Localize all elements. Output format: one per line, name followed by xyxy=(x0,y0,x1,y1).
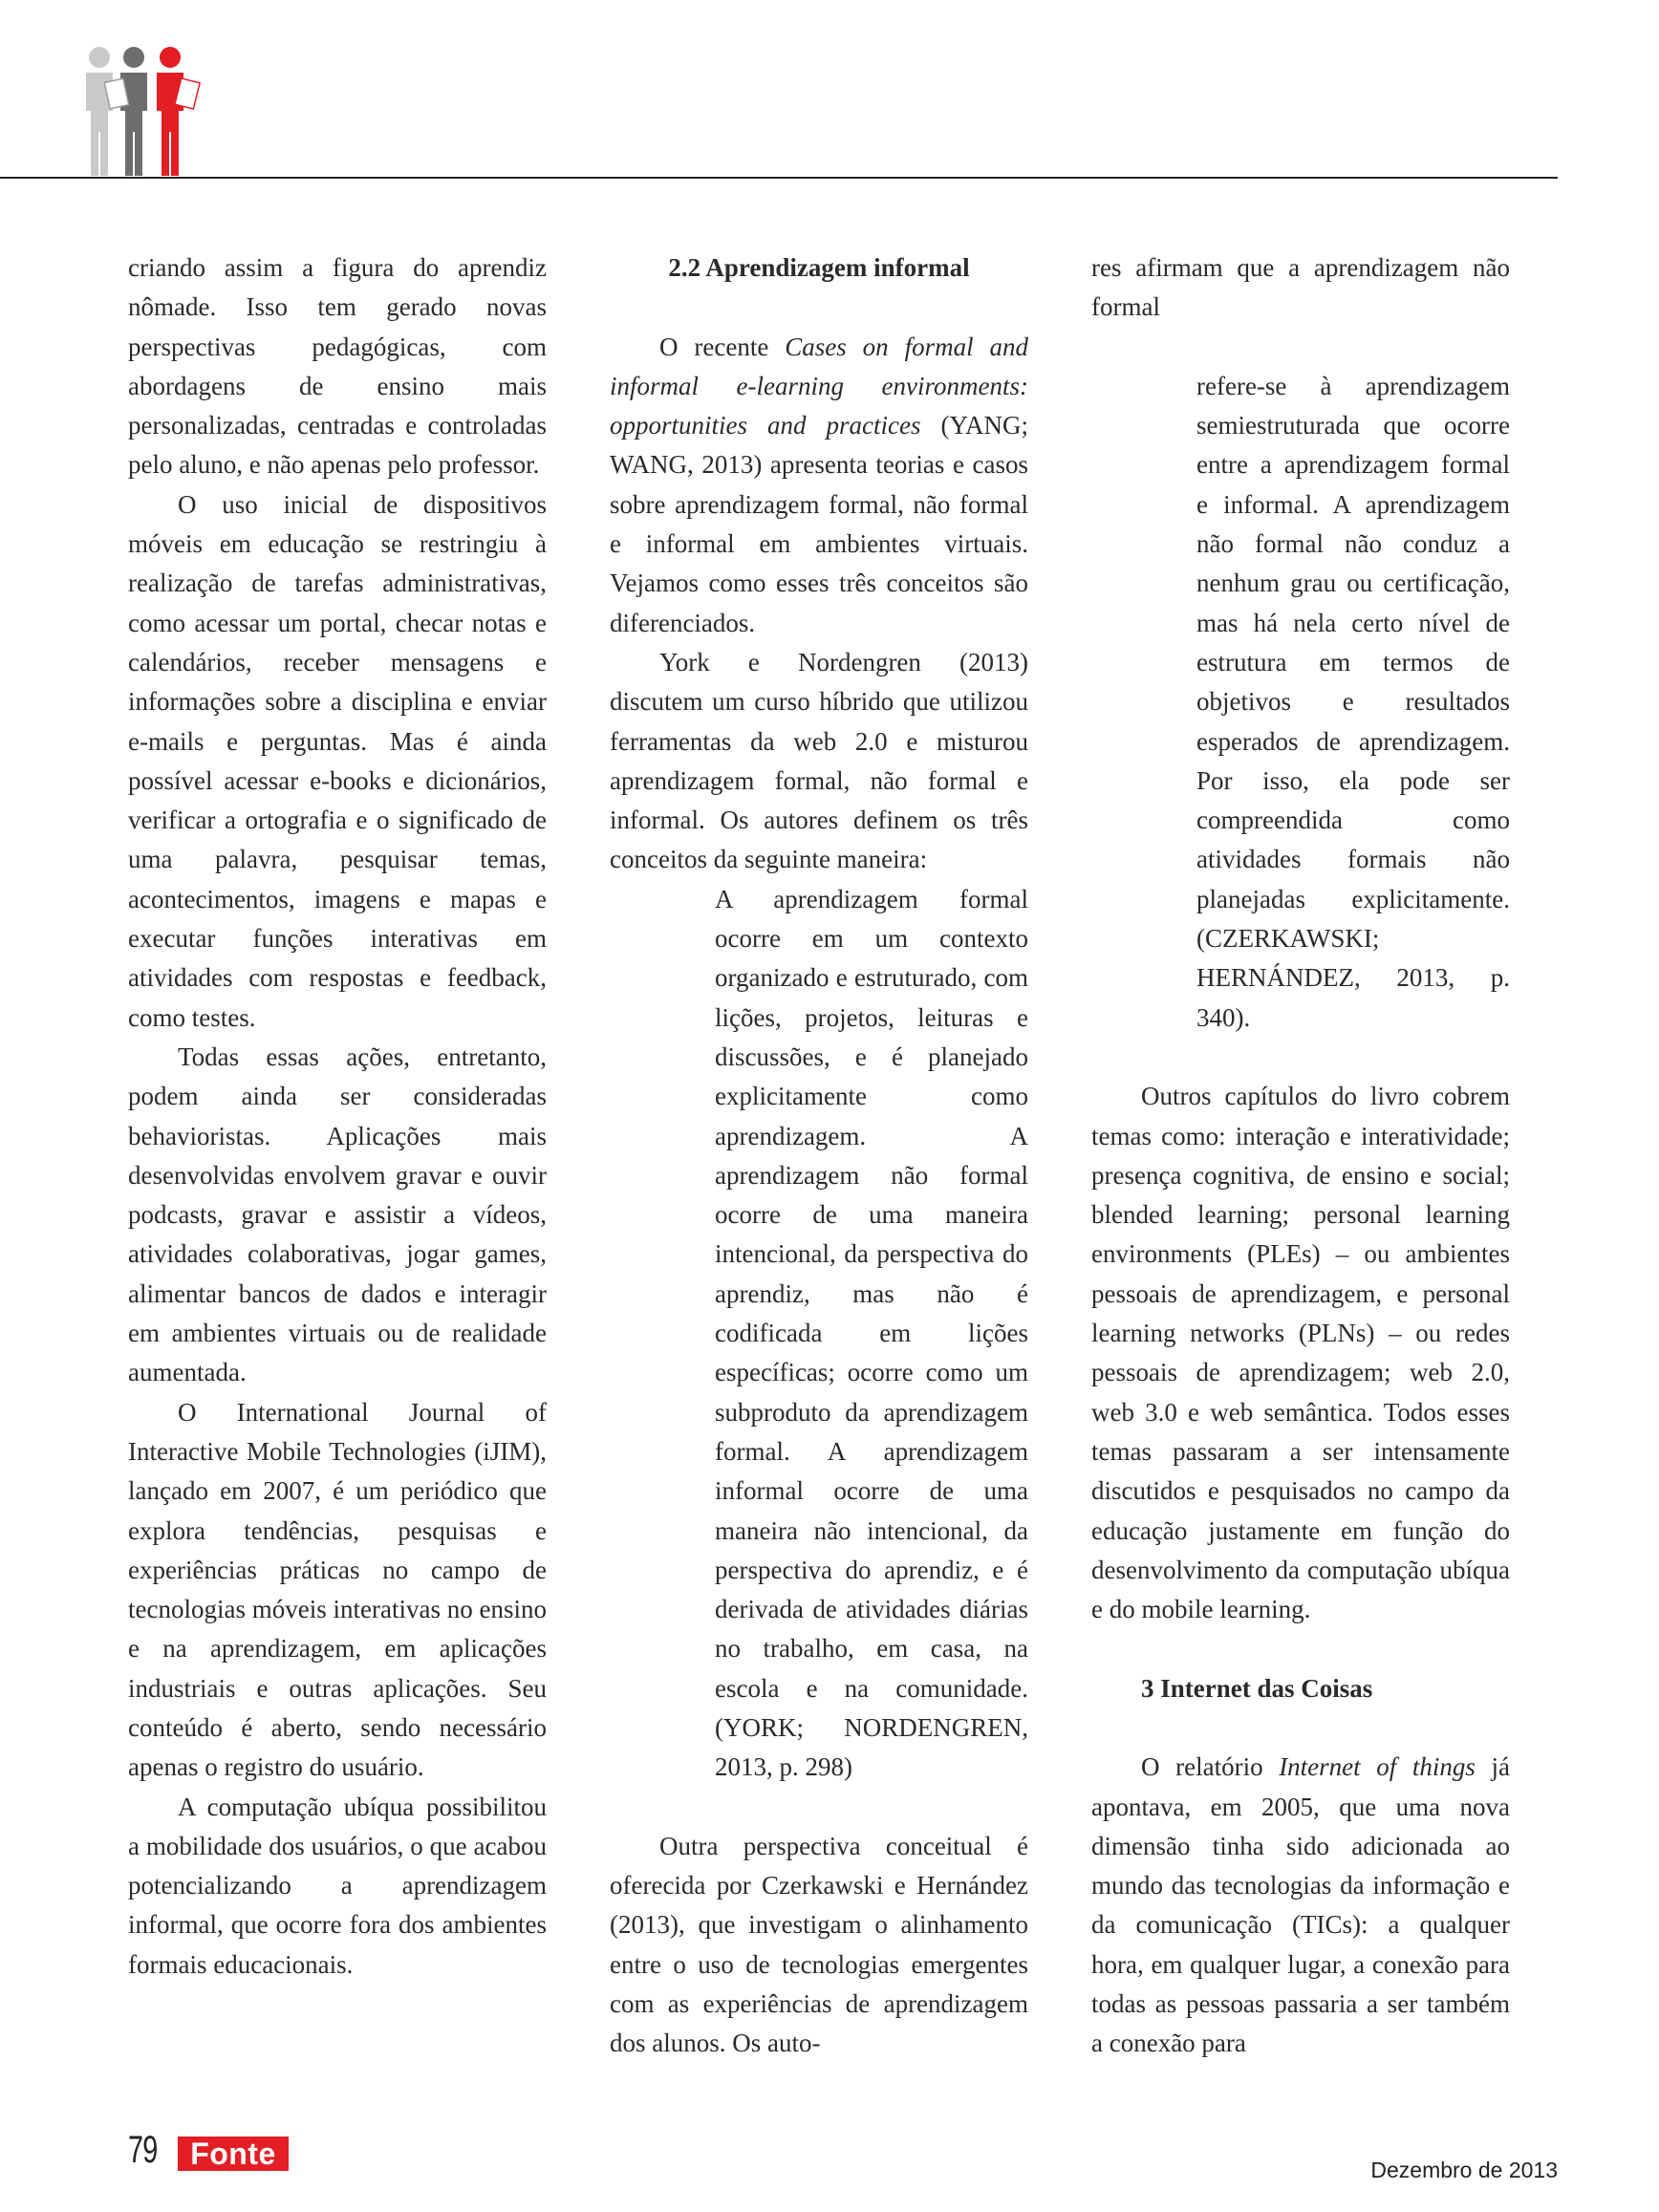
column-1 xyxy=(128,248,547,1985)
section-heading: 2.2 Aprendizagem informal xyxy=(668,253,970,282)
text-run: já apontava, em 2005, que uma nova dimensão tinha sido adicionada ao mundo das tecnologias da informação e da comunicação (TICs): a qualquer hora, em qualquer lugar, a conexão para todas as pessoas passaria a ser também a conexão para xyxy=(1091,1752,1511,2058)
paragraph: Todas essas ações, entretanto, podem ainda ser consideradas behavioristas. Aplicações mais desenvolvidas envolvem gravar e ouvir podcasts, gravar e assistir a vídeos, atividades colaborativas, jogar games, alimentar bancos de dados e interagir em ambientes virtuais ou de realidade aumentada. xyxy=(128,1042,547,1387)
column-3 xyxy=(1091,248,1510,2064)
paragraph: O International Journal of Interactive Mobile Technologies (iJIM), lançado em 2007, é um periódico que explora tendências, pesquisas e experiências práticas no campo de tecnologias móveis interativas no ensino e na aprendizagem, em aplicações industriais e outras aplicações. Seu conteúdo é aberto, sendo necessário apenas o registro do usuário. xyxy=(128,1397,547,1782)
paragraph: A computação ubíqua possibilitou a mobilidade dos usuários, o que acabou potencializando a aprendizagem informal, que ocorre fora dos ambientes formais educacionais. xyxy=(128,1792,547,1979)
text-run: O recente xyxy=(659,332,786,361)
paragraph xyxy=(610,328,1028,643)
book-title: Cases on formal and informal e-learning environments: opportunities and practices xyxy=(610,332,1028,440)
block-quote: A aprendizagem formal ocorre em um contexto organizado e estruturado, com lições, projetos, leituras e discussões, e é planejado explicitamente como aprendizagem. A aprendizagem não formal ocorre de uma maneira intencional, da perspectiva do aprendiz, mas não é codificada em lições específicas; ocorre como um subproduto da aprendizagem formal. A aprendizagem informal ocorre de uma maneira não intencional, da perspectiva do aprendiz, e é derivada de atividades diárias no trabalho, em casa, na escola e na comunidade. (YORK; NORDENGREN, 2013, p. 298) xyxy=(715,884,1028,1782)
paragraph: Outra perspectiva conceitual é oferecida por Czerkawski e Hernández (2013), que investigam o alinhamento entre o uso de tecnologias emergentes com as experiências de aprendizagem dos alunos. Os auto- xyxy=(610,1831,1028,2058)
text-run: (YANG; WANG, 2013) apresenta teorias e casos sobre aprendizagem formal, não formal e informal em ambientes virtuais. Vejamos como esses três conceitos são diferenciados. xyxy=(610,411,1028,637)
paragraph: criando assim a figura do aprendiz nômade. Isso tem gerado novas perspectivas pedagógicas, com abordagens de ensino mais personalizadas, centradas e controladas pelo aluno, e não apenas pelo professor. xyxy=(128,253,547,480)
three-people-figures-icon xyxy=(78,42,222,180)
column-2 xyxy=(610,248,1028,2064)
issue-date: Dezembro de 2013 xyxy=(1370,2158,1558,2182)
header-rule xyxy=(0,177,1558,179)
paragraph: York e Nordengren (2013) discutem um curso híbrido que utilizou ferramentas da web 2.0 e misturou aprendizagem formal, não formal e informal. Os autores definem os três conceitos da seguinte maneira: xyxy=(610,647,1028,874)
paragraph: Outros capítulos do livro cobrem temas como: interação e interatividade; presença cognitiva, de ensino e social; blended learning; personal learning environments (PLEs) – ou ambientes pessoais de aprendizagem, e personal learning networks (PLNs) – ou redes pessoais de aprendizagem; web 2.0, web 3.0 e web semântica. Todos esses temas passaram a ser intensamente discutidos e pesquisados no campo da educação justamente em função do desenvolvimento da computação ubíqua e do mobile learning. xyxy=(1091,1082,1510,1624)
text-run: O relatório xyxy=(1141,1752,1280,1782)
paragraph: O uso inicial de dispositivos móveis em educação se restringiu à realização de tarefas administrativas, como acessar um portal, checar notas e calendários, receber mensagens e informações sobre a disciplina e enviar e-mails e perguntas. Mas é ainda possível acessar e-books e dicionários, verificar a ortografia e o significado de uma palavra, pesquisar temas, acontecimentos, imagens e mapas e executar funções interativas em atividades com respostas e feedback, como testes. xyxy=(128,489,547,1032)
page-number: 79 xyxy=(128,2129,158,2171)
paragraph xyxy=(1091,1748,1510,2063)
report-title: Internet of things xyxy=(1279,1752,1476,1782)
fonte-logo: Fonte xyxy=(178,2137,289,2171)
block-quote: refere-se à aprendizagem semiestruturada que ocorre entre a aprendizagem formal e informal. A aprendizagem não formal não conduz a nenhum grau ou certificação, mas há nela certo nível de estrutura em termos de objetivos e resultados esperados de aprendizagem. Por isso, ela pode ser compreendida como atividades formais não planejadas explicitamente. (CZERKAWSKI; HERNÁNDEZ, 2013, p. 340). xyxy=(1196,371,1510,1032)
section-heading: 3 Internet das Coisas xyxy=(1141,1673,1373,1703)
paragraph: res afirmam que a aprendizagem não formal xyxy=(1091,253,1510,322)
